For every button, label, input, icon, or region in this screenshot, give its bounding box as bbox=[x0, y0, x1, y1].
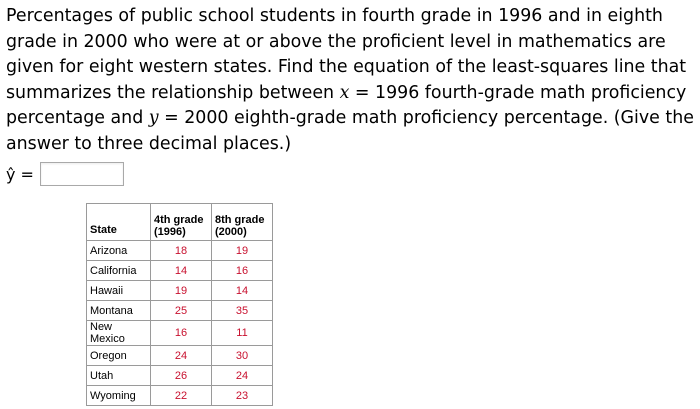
state-name: Wyoming bbox=[87, 386, 151, 406]
data-table bbox=[86, 203, 273, 406]
problem-text-part-2: = 1996 fourth-grade math proficiency percentage and bbox=[6, 82, 687, 129]
answer-input[interactable] bbox=[40, 162, 124, 186]
grade8-value: 14 bbox=[212, 281, 273, 301]
variable-x: x bbox=[339, 82, 350, 103]
table-header-row bbox=[87, 204, 273, 241]
grade8-value: 23 bbox=[212, 386, 273, 406]
table-row bbox=[87, 321, 273, 346]
header-state: State bbox=[87, 204, 151, 241]
state-name: Hawaii bbox=[87, 281, 151, 301]
grade8-value: 19 bbox=[212, 241, 273, 261]
state-name: California bbox=[87, 261, 151, 281]
grade4-value: 25 bbox=[151, 301, 212, 321]
state-name: Oregon bbox=[87, 346, 151, 366]
table-row bbox=[87, 366, 273, 386]
header-8th-grade bbox=[212, 204, 273, 241]
problem-text-part-3: = 2000 eighth-grade math proficiency percentage. (Give the answer to three decimal places.) bbox=[6, 108, 694, 154]
grade4-value: 26 bbox=[151, 366, 212, 386]
header-4th-grade-line2: (1996) bbox=[154, 226, 186, 238]
grade8-value: 30 bbox=[212, 346, 273, 366]
header-4th-grade-line1: 4th grade bbox=[154, 214, 204, 226]
table-row bbox=[87, 281, 273, 301]
header-8th-grade-line1: 8th grade bbox=[215, 214, 265, 226]
grade4-value: 16 bbox=[151, 321, 212, 346]
table-row bbox=[87, 346, 273, 366]
header-4th-grade bbox=[151, 204, 212, 241]
state-name: Arizona bbox=[87, 241, 151, 261]
grade8-value: 24 bbox=[212, 366, 273, 386]
state-name: Montana bbox=[87, 301, 151, 321]
table-row bbox=[87, 241, 273, 261]
grade4-value: 18 bbox=[151, 241, 212, 261]
header-8th-grade-line2: (2000) bbox=[215, 226, 247, 238]
variable-y: y bbox=[148, 108, 159, 129]
grade8-value: 35 bbox=[212, 301, 273, 321]
state-name: New Mexico bbox=[87, 321, 151, 346]
grade8-value: 16 bbox=[212, 261, 273, 281]
answer-row bbox=[6, 160, 124, 188]
table-row bbox=[87, 301, 273, 321]
state-name: Utah bbox=[87, 366, 151, 386]
grade4-value: 14 bbox=[151, 261, 212, 281]
grade4-value: 22 bbox=[151, 386, 212, 406]
grade4-value: 24 bbox=[151, 346, 212, 366]
table-row bbox=[87, 386, 273, 406]
table-row bbox=[87, 261, 273, 281]
problem-statement bbox=[6, 4, 694, 158]
grade4-value: 19 bbox=[151, 281, 212, 301]
answer-label: ŷ = bbox=[6, 164, 34, 184]
grade8-value: 11 bbox=[212, 321, 273, 346]
problem-text-part-1: Percentages of public school students in fourth grade in 1996 and in eighth grade in 2000 who were at or above the proficient level in mathematics are given for eight western states. Find the equation of the least-squares line that summarizes the relationship between bbox=[6, 6, 687, 103]
